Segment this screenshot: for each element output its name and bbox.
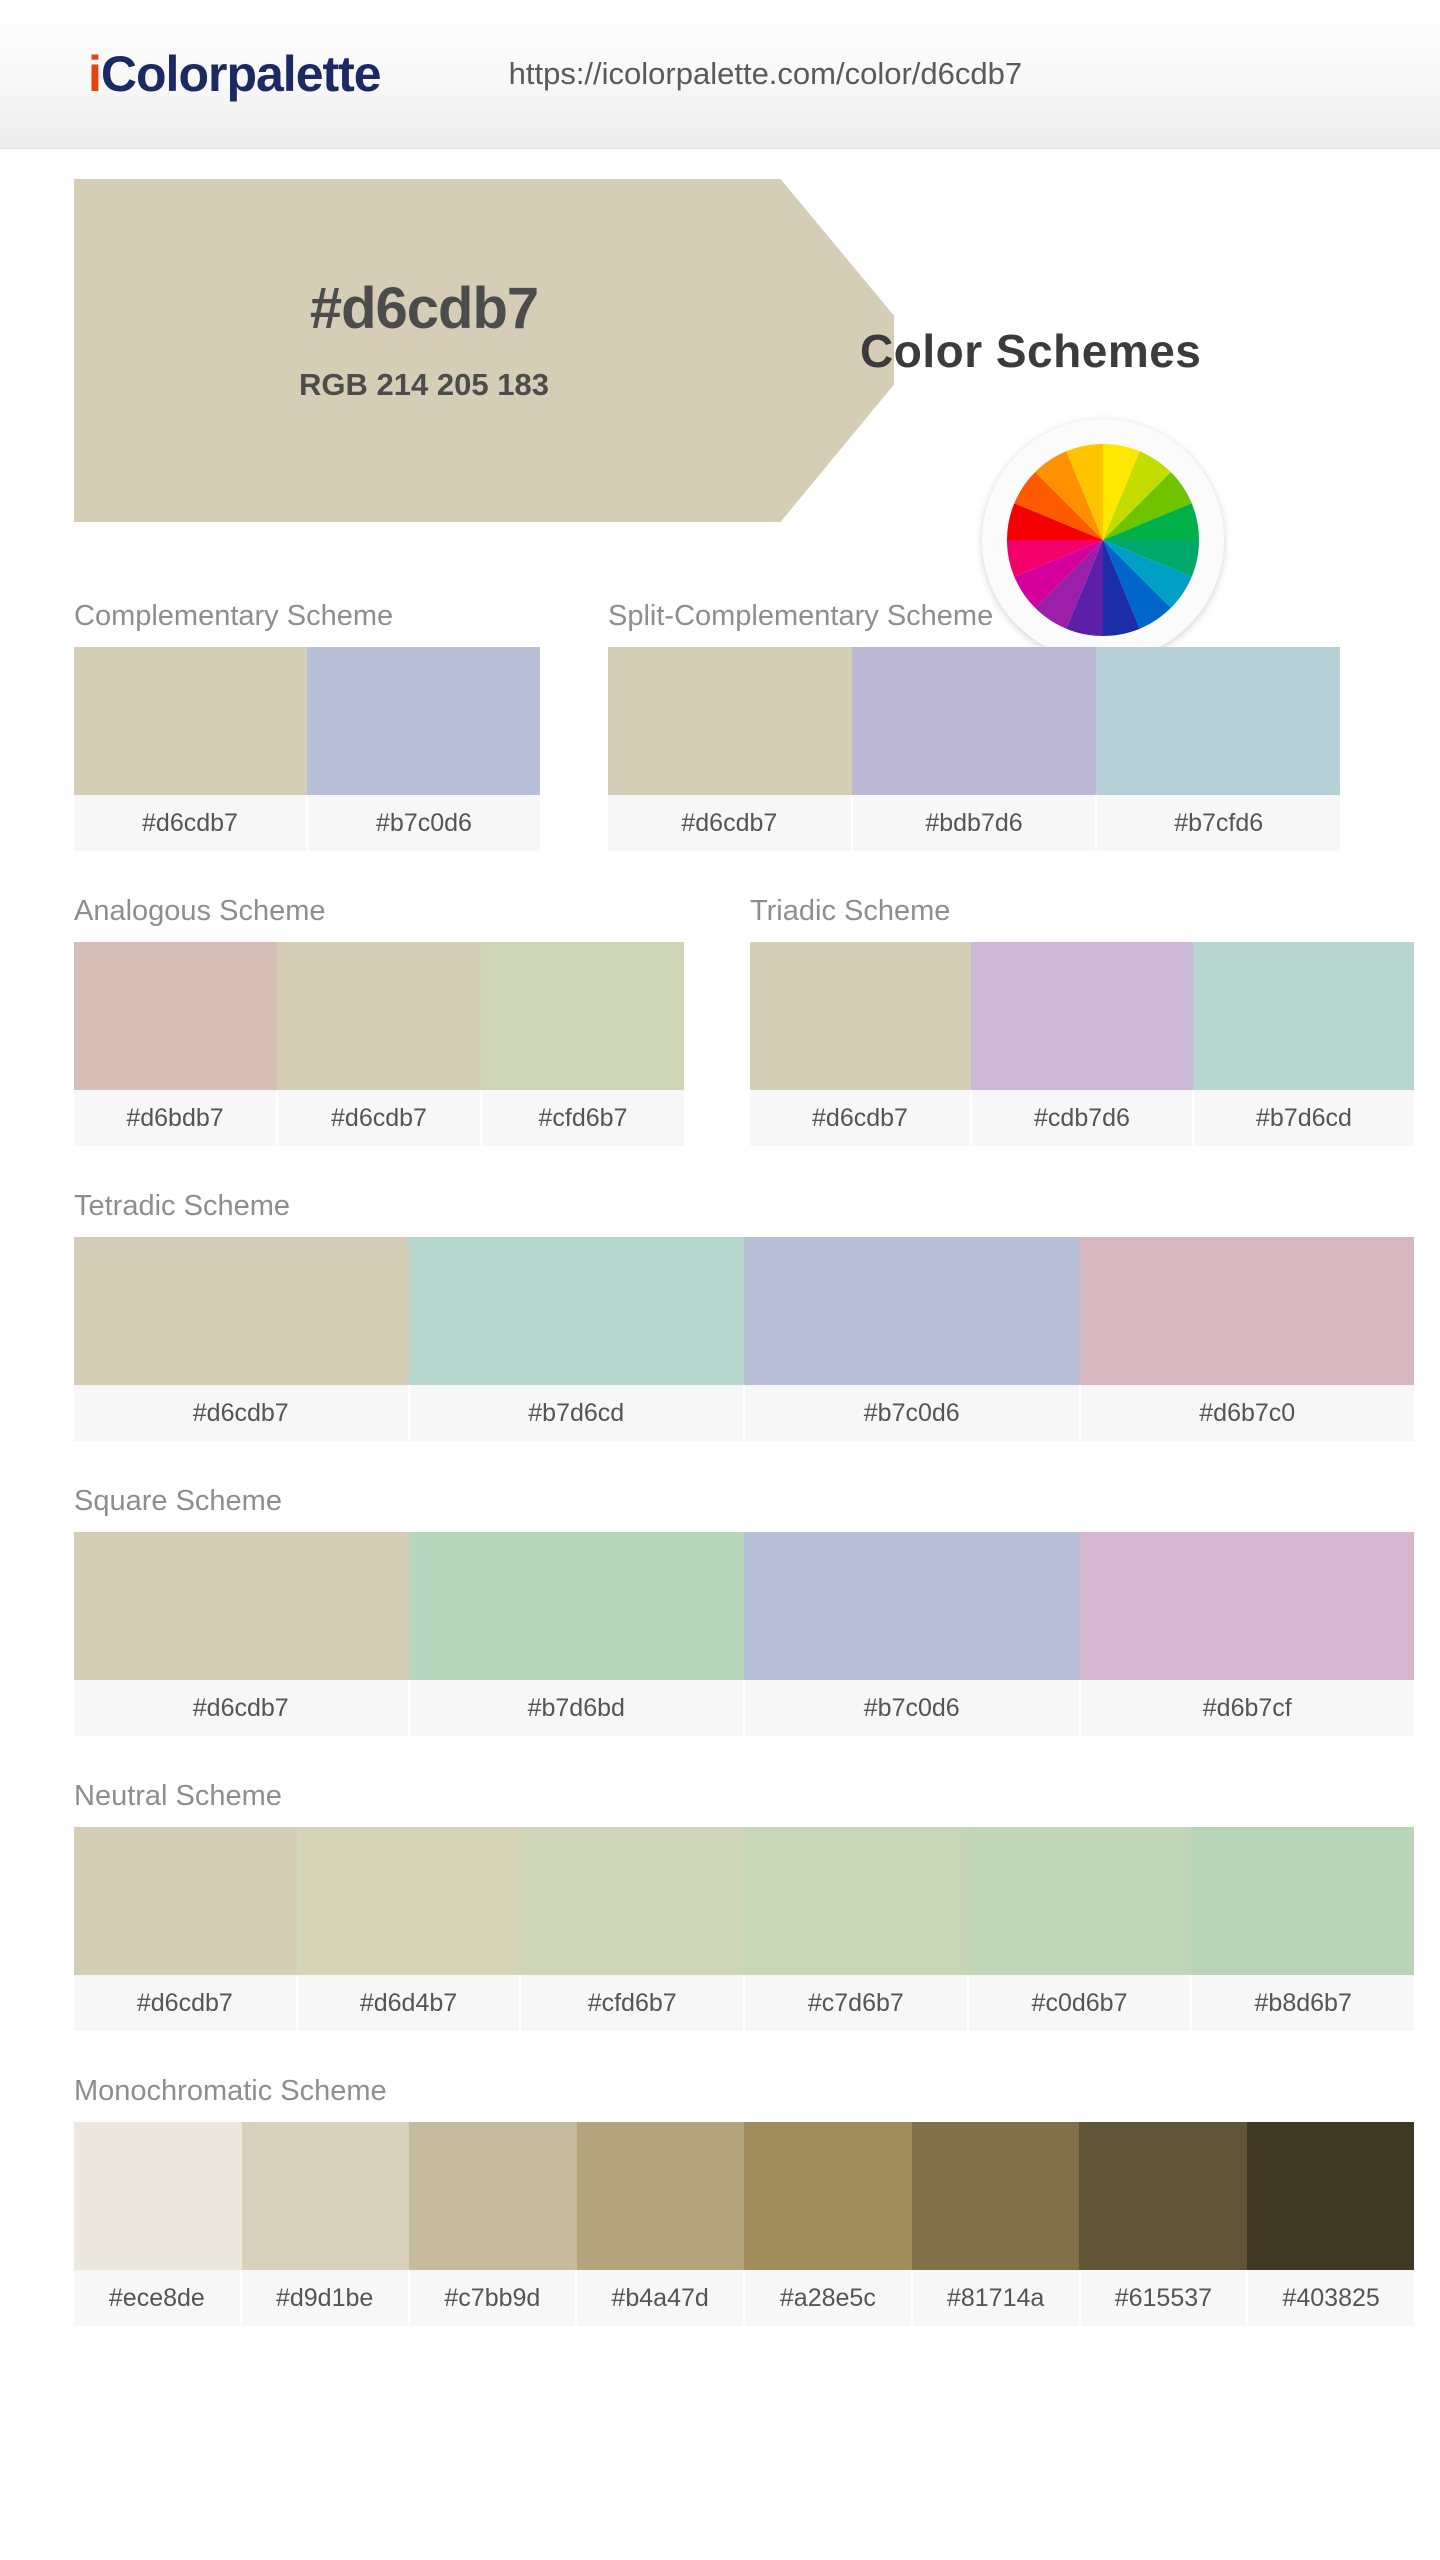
color-hex-label[interactable]: #cdb7d6 (972, 1090, 1194, 1146)
scheme-title: Monochromatic Scheme (74, 2075, 387, 2107)
color-hex-label[interactable]: #ece8de (74, 2270, 242, 2326)
color-hex-label[interactable]: #d9d1be (242, 2270, 410, 2326)
color-swatch[interactable] (1096, 647, 1340, 795)
swatch-labels (74, 1975, 1414, 2031)
color-hex-label[interactable]: #b8d6b7 (1254, 1989, 1352, 2017)
swatch-strip (74, 2122, 1414, 2270)
scheme-title: Neutral Scheme (74, 1780, 282, 1812)
color-swatch[interactable] (744, 2122, 912, 2270)
color-swatch[interactable] (1191, 1827, 1414, 1975)
scheme-row-1 (0, 600, 1440, 895)
swatch-labels (608, 795, 1340, 851)
color-hex-label[interactable]: #b7c0d6 (745, 1680, 1081, 1736)
color-hex-label[interactable]: #b7cfd6 (1174, 809, 1264, 837)
scheme-title: Square Scheme (74, 1485, 282, 1517)
color-hex-label[interactable]: #d6cdb7 (74, 1680, 410, 1736)
scheme-complementary (0, 600, 540, 851)
color-hex-label[interactable]: #bdb7d6 (853, 795, 1098, 851)
color-schemes-heading: Color Schemes (860, 325, 1202, 377)
color-swatch[interactable] (750, 942, 971, 1090)
swatch-strip (74, 647, 540, 795)
color-swatch[interactable] (74, 647, 307, 795)
color-swatch[interactable] (1079, 1237, 1414, 1385)
hero-section (0, 149, 1440, 509)
color-swatch[interactable] (277, 942, 480, 1090)
color-swatch[interactable] (971, 942, 1192, 1090)
color-hex-label[interactable]: #b7c0d6 (745, 1385, 1081, 1441)
color-hex-label[interactable]: #b4a47d (577, 2270, 745, 2326)
swatch-labels (74, 2270, 1414, 2326)
color-swatch[interactable] (74, 942, 277, 1090)
color-hex-label[interactable]: #d6cdb7 (278, 1090, 482, 1146)
color-swatch[interactable] (74, 1237, 409, 1385)
swatch-labels (74, 795, 540, 851)
color-hex-label[interactable]: #b7d6cd (410, 1385, 746, 1441)
swatch-labels (750, 1090, 1414, 1146)
color-hex-label[interactable]: #c7d6b7 (745, 1975, 969, 2031)
scheme-monochromatic (0, 2075, 1440, 2326)
logo-text: Colorpalette (100, 46, 381, 102)
color-swatch[interactable] (1247, 2122, 1415, 2270)
hero-hex-value: #d6cdb7 (309, 276, 539, 341)
color-swatch[interactable] (481, 942, 684, 1090)
scheme-split-complementary (540, 600, 1366, 851)
swatch-strip (74, 1827, 1414, 1975)
color-hex-label[interactable]: #d6cdb7 (74, 1975, 298, 2031)
color-swatch[interactable] (409, 1532, 744, 1680)
scheme-square (0, 1485, 1440, 1736)
color-hex-label[interactable]: #c7bb9d (410, 2270, 578, 2326)
swatch-strip (74, 942, 684, 1090)
swatch-labels (74, 1090, 684, 1146)
color-hex-label[interactable]: #d6bdb7 (74, 1090, 278, 1146)
color-hex-label[interactable]: #403825 (1282, 2284, 1380, 2312)
scheme-neutral (0, 1780, 1440, 2031)
color-swatch[interactable] (744, 1237, 1079, 1385)
color-swatch[interactable] (577, 2122, 745, 2270)
color-swatch[interactable] (1079, 1532, 1414, 1680)
color-swatch[interactable] (307, 647, 540, 795)
swatch-strip (750, 942, 1414, 1090)
scheme-title: Triadic Scheme (750, 895, 951, 927)
color-hex-label[interactable]: #d6cdb7 (750, 1090, 972, 1146)
site-logo[interactable] (88, 45, 381, 103)
scheme-title: Split-Complementary Scheme (608, 600, 994, 632)
color-hex-label[interactable]: #a28e5c (745, 2270, 913, 2326)
logo-i: i (88, 46, 101, 102)
color-hex-label[interactable]: #b7d6bd (410, 1680, 746, 1736)
swatch-labels (74, 1680, 1414, 1736)
scheme-triadic (700, 895, 1440, 1146)
color-hex-label[interactable]: #d6cdb7 (74, 1385, 410, 1441)
scheme-row-2 (0, 895, 1440, 1190)
color-swatch[interactable] (74, 1532, 409, 1680)
color-swatch[interactable] (297, 1827, 520, 1975)
color-swatch[interactable] (1079, 2122, 1247, 2270)
color-swatch[interactable] (1193, 942, 1414, 1090)
swatch-strip (608, 647, 1340, 795)
scheme-tetradic (0, 1190, 1440, 1441)
arrow-shape (74, 179, 894, 522)
hero-rgb-value: RGB 214 205 183 (299, 367, 549, 402)
swatch-labels (74, 1385, 1414, 1441)
color-hex-label[interactable]: #d6d4b7 (298, 1975, 522, 2031)
swatch-strip (74, 1237, 1414, 1385)
color-hex-label[interactable]: #81714a (913, 2270, 1081, 2326)
color-swatch[interactable] (967, 1827, 1190, 1975)
color-hex-label[interactable]: #c0d6b7 (969, 1975, 1193, 2031)
scheme-title: Analogous Scheme (74, 895, 326, 927)
page-header (0, 0, 1440, 149)
color-swatch[interactable] (912, 2122, 1080, 2270)
color-hex-label[interactable]: #d6b7c0 (1199, 1399, 1296, 1427)
color-swatch[interactable] (74, 2122, 242, 2270)
color-arrow-banner (74, 179, 894, 522)
color-hex-label[interactable]: #d6cdb7 (74, 795, 308, 851)
color-hex-label[interactable]: #d6cdb7 (608, 795, 853, 851)
color-hex-label[interactable]: #cfd6b7 (521, 1975, 745, 2031)
color-hex-label[interactable]: #d6b7cf (1202, 1694, 1292, 1722)
color-swatch[interactable] (74, 1827, 297, 1975)
page-url: https://icolorpalette.com/color/d6cdb7 (508, 56, 1023, 91)
swatch-strip (74, 1532, 1414, 1680)
scheme-title: Tetradic Scheme (74, 1190, 290, 1222)
color-swatch[interactable] (608, 647, 852, 795)
schemes-container (0, 600, 1440, 2370)
color-hex-label[interactable]: #615537 (1081, 2270, 1249, 2326)
color-swatch[interactable] (744, 1532, 1079, 1680)
color-hex-label[interactable]: #cfd6b7 (538, 1104, 628, 1132)
scheme-title: Complementary Scheme (74, 600, 394, 632)
color-hex-label[interactable]: #b7d6cd (1256, 1104, 1352, 1132)
color-swatch[interactable] (409, 1237, 744, 1385)
color-swatch[interactable] (409, 2122, 577, 2270)
color-swatch[interactable] (242, 2122, 410, 2270)
color-swatch[interactable] (521, 1827, 744, 1975)
color-swatch[interactable] (744, 1827, 967, 1975)
scheme-analogous (0, 895, 700, 1146)
color-swatch[interactable] (852, 647, 1096, 795)
color-hex-label[interactable]: #b7c0d6 (376, 809, 472, 837)
